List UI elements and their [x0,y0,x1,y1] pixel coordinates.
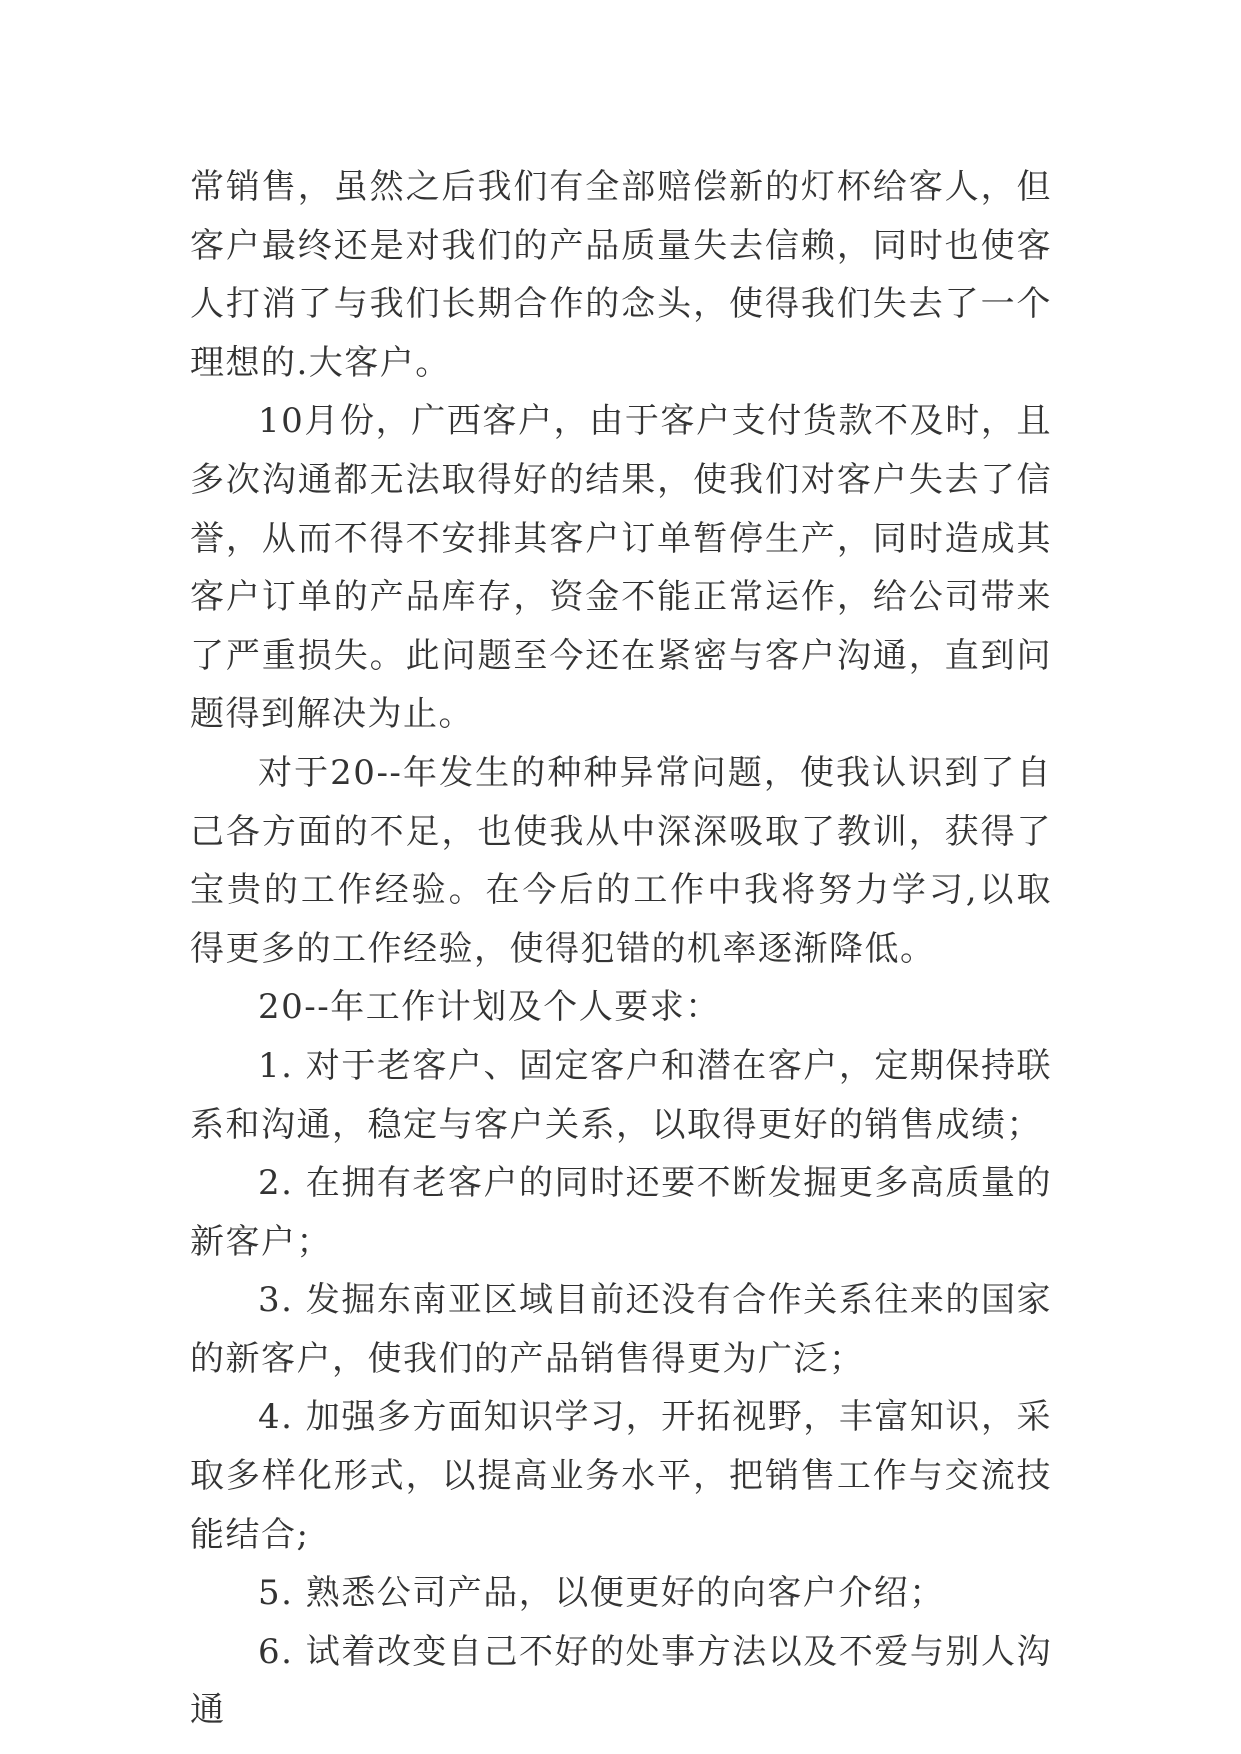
document-body [190,158,1052,1740]
paragraph-october-guangxi: 10月份，广西客户，由于客户支付货款不及时，且多次沟通都无法取得好的结果，使我们对客户失去了信誉，从而不得不安排其客户订单暂停生产，同时造成其客户订单的产品库存，资金不能正常运作，给公司带来了严重损失。此问题至今还在紧密与客户沟通，直到问题得到解决为止。 [190,401,1052,735]
plan-item-1: 1. 对于老客户、固定客户和潜在客户，定期保持联系和沟通，稳定与客户关系，以取得更好的销售成绩； [190,1045,1052,1145]
paragraph-lessons-learned: 对于20--年发生的种种异常问题，使我认识到了自己各方面的不足，也使我从中深深吸取了教训，获得了宝贵的工作经验。在今后的工作中我将努力学习,以取得更多的工作经验，使得犯错的机率逐渐降低。 [190,752,1052,969]
plan-item-3: 3. 发掘东南亚区域目前还没有合作关系往来的国家的新客户，使我们的产品销售得更为广泛； [190,1280,1052,1379]
plan-item-2: 2. 在拥有老客户的同时还要不断发掘更多高质量的新客户； [190,1163,1052,1262]
plan-item-5: 5. 熟悉公司产品，以便更好的向客户介绍； [258,1573,945,1614]
plan-item-4: 4. 加强多方面知识学习，开拓视野，丰富知识，采取多样化形式，以提高业务水平，把销售工作与交流技能结合; [190,1397,1052,1555]
paragraph-plan-heading: 20--年工作计划及个人要求： [258,987,721,1028]
paragraph-loss-of-customer: 常销售，虽然之后我们有全部赔偿新的灯杯给客人，但客户最终还是对我们的产品质量失去信赖，同时也使客人打消了与我们长期合作的念头，使得我们失去了一个理想的.大客户。 [190,167,1052,383]
plan-item-6: 6. 试着改变自己不好的处事方法以及不爱与别人沟通 [190,1631,1052,1731]
